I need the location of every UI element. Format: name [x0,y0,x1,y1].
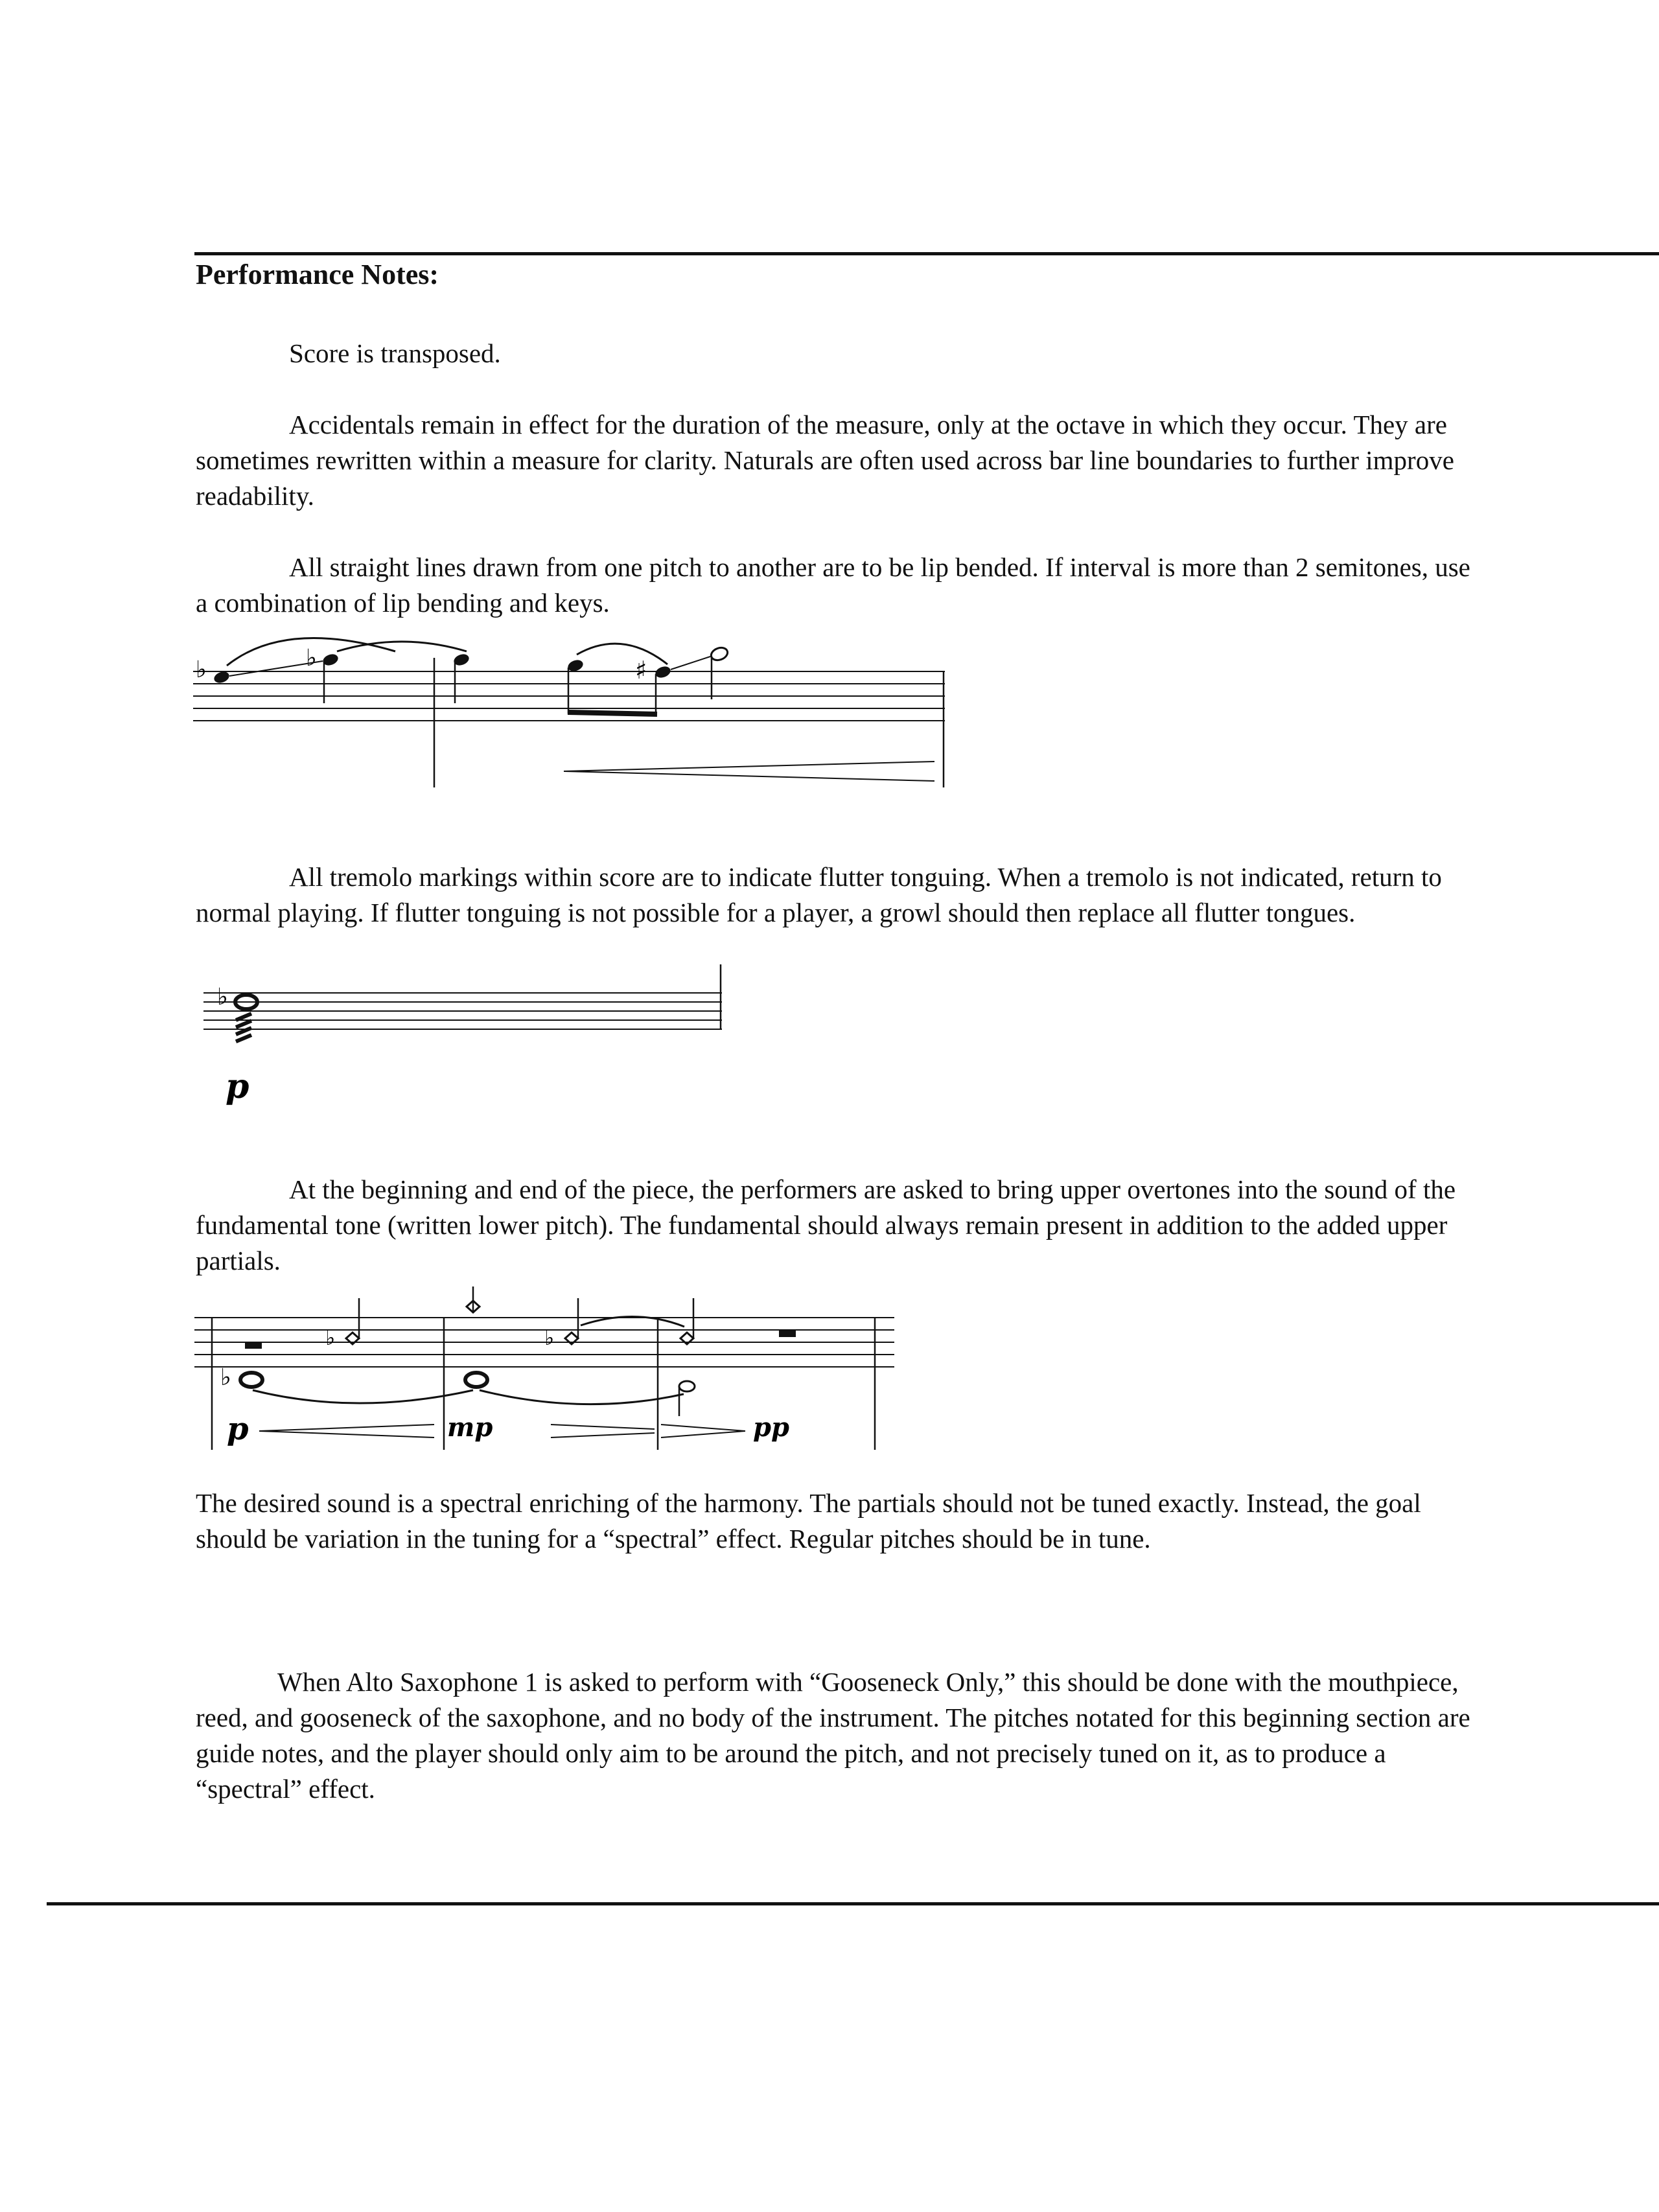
svg-text:♯: ♯ [635,656,647,684]
paragraph-accidentals [196,407,1479,514]
overtones-example [188,1293,901,1455]
lip-bend-example [188,632,953,794]
paragraph-overtones [196,1172,1479,1279]
svg-text:♭: ♭ [325,1325,336,1350]
svg-text:♭: ♭ [220,1364,231,1391]
paragraph-gooseneck-text: When Alto Saxophone 1 is asked to perform with “Gooseneck Only,” this should be done with the mouthpiece, reed, and gooseneck of the saxophone, and no body of the instrument. The pitches notated for this beginning section are guide notes, and the player should only aim to be around the pitch, and not precisely tuned on it, as to produce a “spectral” effect. [196,1667,1470,1804]
overtones-dynamic-pp: pp [753,1412,789,1443]
overtones-dynamic-mp: mp [447,1412,493,1443]
top-rule [194,252,1659,255]
paragraph-spectral [196,1485,1479,1557]
overtones-dynamic-p: p [227,1411,249,1447]
paragraph-accidentals-text: Accidentals remain in effect for the duration of the measure, only at the octave in which they occur. They are sometimes rewritten within a measure for clarity. Naturals are often used across bar line boundaries to further improve readability. [196,410,1454,511]
bottom-rule [47,1902,1659,1905]
svg-text:♭: ♭ [544,1325,555,1350]
tremolo-example [188,964,732,1107]
paragraph-spectral-text: The desired sound is a spectral enriching of the harmony. The partials should not be tuned exactly. Instead, the goal should be variation in the tuning for a “spectral” effect. Regular pitches should be in tune. [196,1488,1421,1554]
paragraph-overtones-text: At the beginning and end of the piece, the performers are asked to bring upper overtones into the sound of the fundamental tone (written lower pitch). The fundamental should always remain present in addition to the added upper partials. [196,1174,1456,1275]
paragraph-tremolo [196,859,1479,931]
svg-text:♭: ♭ [306,645,317,671]
paragraph-transposed [196,336,1479,371]
svg-text:♭: ♭ [217,984,228,1010]
paragraph-transposed-text: Score is transposed. [289,338,501,368]
tremolo-dynamic: p [226,1067,249,1106]
paragraph-lip-bend [196,550,1479,621]
paragraph-lip-bend-text: All straight lines drawn from one pitch to another are to be lip bended. If interval is more than 2 semitones, use a combination of lip bending and keys. [196,552,1470,618]
paragraph-gooseneck [196,1664,1479,1807]
paragraph-tremolo-text: All tremolo markings within score are to indicate flutter tonguing. When a tremolo is not indicated, return to normal playing. If flutter tonguing is not possible for a player, a growl should then replace all flutter tongues. [196,862,1442,927]
page-title: Performance Notes: [196,259,439,290]
svg-text:♭: ♭ [196,657,207,683]
